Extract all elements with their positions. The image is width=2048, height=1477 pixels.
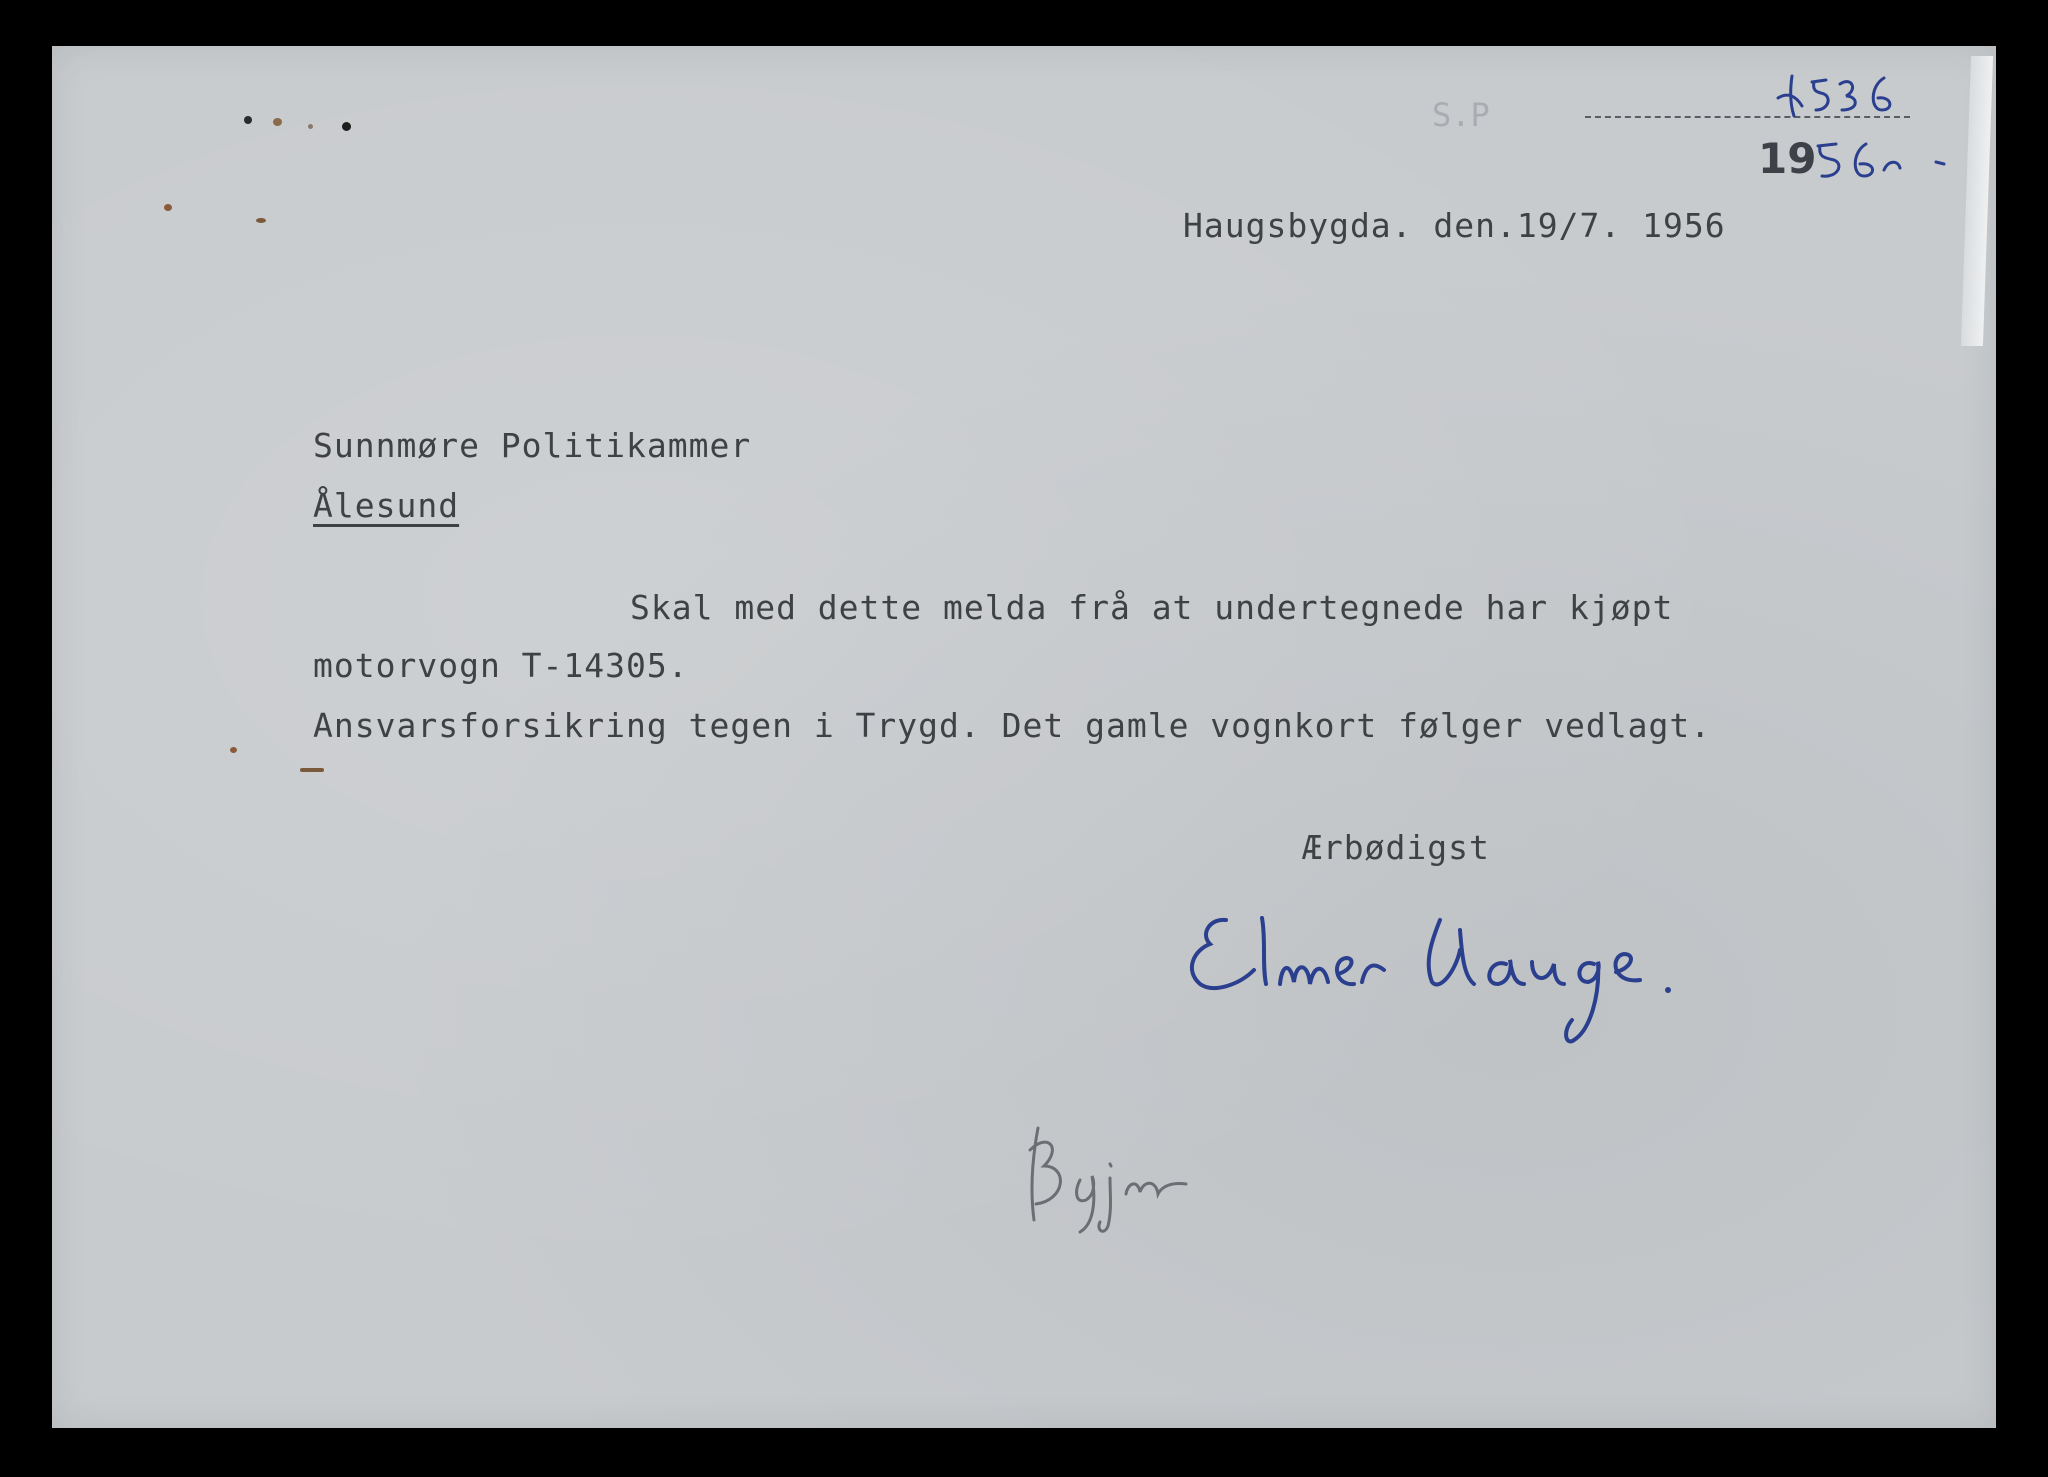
rust-spot: [230, 747, 237, 753]
body-line-1: Skal med dette melda frå at undertegnede har kjøpt: [630, 588, 1674, 627]
stamp-year-prefix: 19: [1758, 134, 1817, 183]
pencil-initials-bjorn: [1010, 1120, 1200, 1240]
body-line-3: Ansvarsforsikring tegen i Trygd. Det gamle vognkort følger vedlagt.: [313, 706, 1712, 745]
rust-spot: [308, 124, 313, 129]
handwritten-file-number: [1772, 66, 1912, 126]
date-line: Haugsbygda. den.19/7. 1956: [1183, 206, 1726, 245]
handwritten-year-suffix: [1808, 130, 1958, 190]
rust-spot: [256, 218, 266, 223]
closing-line: Ærbødigst: [1302, 828, 1490, 867]
punch-spot: [244, 116, 252, 124]
body-line-2: motorvogn T-14305.: [313, 646, 689, 685]
rust-spot: [164, 204, 172, 211]
signature-elmer-hauge: [1170, 900, 1730, 1060]
rust-spot: [273, 118, 282, 126]
recipient-name: Sunnmøre Politikammer: [313, 426, 752, 465]
recipient-city: Ålesund: [313, 486, 460, 525]
faint-stamp: S.P: [1432, 96, 1490, 134]
punch-spot: [342, 122, 351, 131]
rust-spot: [300, 768, 324, 772]
